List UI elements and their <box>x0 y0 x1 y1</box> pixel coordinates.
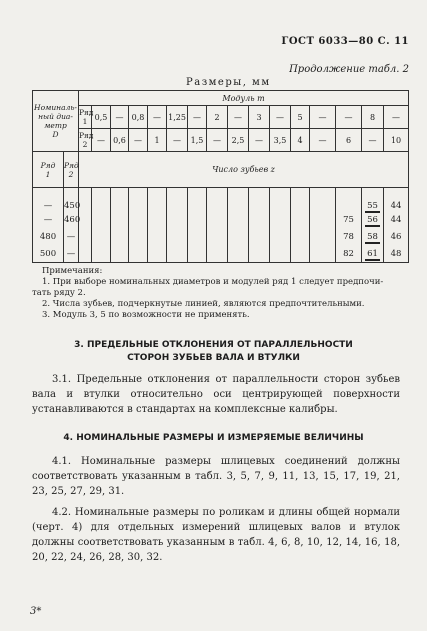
table-notes <box>32 266 412 321</box>
module-cell: — <box>310 129 336 152</box>
module-cell: 0,6 <box>111 129 129 152</box>
module-teeth-table <box>32 90 409 263</box>
module-cell: 1,25 <box>167 106 188 129</box>
paragraph-4-1: 4.1. Номинальные размеры шлицевых соединений должны соответствовать указанным в табл. 3, 5, 7, 9, 11, 13, 15, 17, 19, 21, 23, 25, 27, 29, 31. <box>32 456 400 497</box>
module-cell: — <box>384 106 409 129</box>
paragraph-3-1: 3.1. Предельные отклонения от параллельности сторон зубьев вала и втулки относительно оси центрирующей поверхности устанавливаются в стандартах на комплексные калибры. <box>32 374 400 415</box>
table-title: Размеры, мм <box>186 77 271 88</box>
diameter-row1-cell: — <box>33 188 64 212</box>
module-cell: 1 <box>148 129 167 152</box>
module-cell: 3,5 <box>270 129 291 152</box>
teeth-cell-preferred <box>362 188 384 212</box>
teeth-cell-preferred <box>362 228 384 245</box>
module-cell: 5 <box>291 106 310 129</box>
diameter-row1-cell: — <box>33 211 64 228</box>
teeth-cell: 78 <box>336 228 362 245</box>
teeth-cell: 46 <box>384 228 409 245</box>
module-cell: — <box>310 106 336 129</box>
teeth-cell-preferred <box>362 211 384 228</box>
module-cell: 6 <box>336 129 362 152</box>
preferred-value: 58 <box>367 231 378 242</box>
note-1-cont: тать ряду 2. <box>32 288 86 298</box>
module-row1-label: Ряд 1 <box>79 106 92 129</box>
module-header: Модуль m <box>79 91 409 106</box>
teeth-cell: 82 <box>336 245 362 263</box>
teeth-cell <box>336 188 362 212</box>
module-cell: — <box>111 106 129 129</box>
teeth-cell: 75 <box>336 211 362 228</box>
module-cell: — <box>270 106 291 129</box>
preferred-value: 61 <box>367 248 378 259</box>
diameter-row1-cell: 500 <box>33 245 64 263</box>
paragraph-4-2: 4.2. Номинальные размеры по роликам и длины общей нормали (черт. 4) для отдельных измерений шлицевых валов и втулок должны соответствовать указанным в табл. 4, 6, 8, 10, 12, 14, 16, 18, 20, 22, 24, 26, 28, 30, 32. <box>32 507 400 563</box>
module-cell: — <box>167 129 188 152</box>
diameter-row1-header: Ряд 1 <box>33 152 64 188</box>
module-cell: 0,5 <box>92 106 111 129</box>
module-cell: 10 <box>384 129 409 152</box>
page-signature: 3* <box>30 606 42 617</box>
diameter-row2-cell: — <box>64 245 79 263</box>
module-cell: — <box>249 129 270 152</box>
section-3-title-line1: 3. ПРЕДЕЛЬНЫЕ ОТКЛОНЕНИЯ ОТ ПАРАЛЛЕЛЬНОСТИ <box>74 340 353 350</box>
note-2: 2. Числа зубьев, подчеркнутые линией, являются предпочтительными. <box>42 299 365 309</box>
module-cell: 2 <box>207 106 228 129</box>
module-cell: — <box>188 106 207 129</box>
nominal-diameter-header: Номиналь- ный диа- метр D <box>33 91 79 152</box>
diameter-row2-cell: 450 <box>64 188 79 212</box>
note-1: 1. При выборе номинальных диаметров и модулей ряд 1 следует предпочи- <box>42 277 384 287</box>
module-cell: — <box>129 129 148 152</box>
table-continuation: Продолжение табл. 2 <box>289 64 409 75</box>
diameter-row2-cell: — <box>64 228 79 245</box>
diameter-row2-header: Ряд 2 <box>64 152 79 188</box>
module-cell: 0,8 <box>129 106 148 129</box>
module-cell: 2,5 <box>228 129 249 152</box>
module-cell: — <box>207 129 228 152</box>
module-cell: 1,5 <box>188 129 207 152</box>
module-row2-label: Ряд 2 <box>79 129 92 152</box>
notes-title: Примечания: <box>42 266 103 276</box>
diameter-row2-cell: 460 <box>64 211 79 228</box>
section-4-title: 4. НОМИНАЛЬНЫЕ РАЗМЕРЫ И ИЗМЕРЯЕМЫЕ ВЕЛИЧИНЫ <box>63 433 364 443</box>
note-3: 3. Модуль 3, 5 по возможности не применять. <box>42 310 250 320</box>
preferred-value: 56 <box>367 214 378 225</box>
teeth-cell: 48 <box>384 245 409 263</box>
teeth-cell: 44 <box>384 188 409 212</box>
teeth-cell-preferred <box>362 245 384 263</box>
module-cell: — <box>336 106 362 129</box>
teeth-cell: 44 <box>384 211 409 228</box>
module-cell: — <box>228 106 249 129</box>
module-cell: 3 <box>249 106 270 129</box>
section-3-body <box>32 372 400 417</box>
module-cell: 4 <box>291 129 310 152</box>
teeth-number-header: Число зубьев z <box>79 152 409 188</box>
section-4-body <box>32 454 400 565</box>
module-cell: — <box>148 106 167 129</box>
section-3-title-line2: СТОРОН ЗУБЬЕВ ВАЛА И ВТУЛКИ <box>127 353 300 363</box>
diameter-row1-cell: 480 <box>33 228 64 245</box>
module-cell: 8 <box>362 106 384 129</box>
preferred-value: 55 <box>367 201 378 211</box>
page-header: ГОСТ 6033—80 С. 11 <box>281 36 409 47</box>
module-cell: — <box>92 129 111 152</box>
module-cell: — <box>362 129 384 152</box>
